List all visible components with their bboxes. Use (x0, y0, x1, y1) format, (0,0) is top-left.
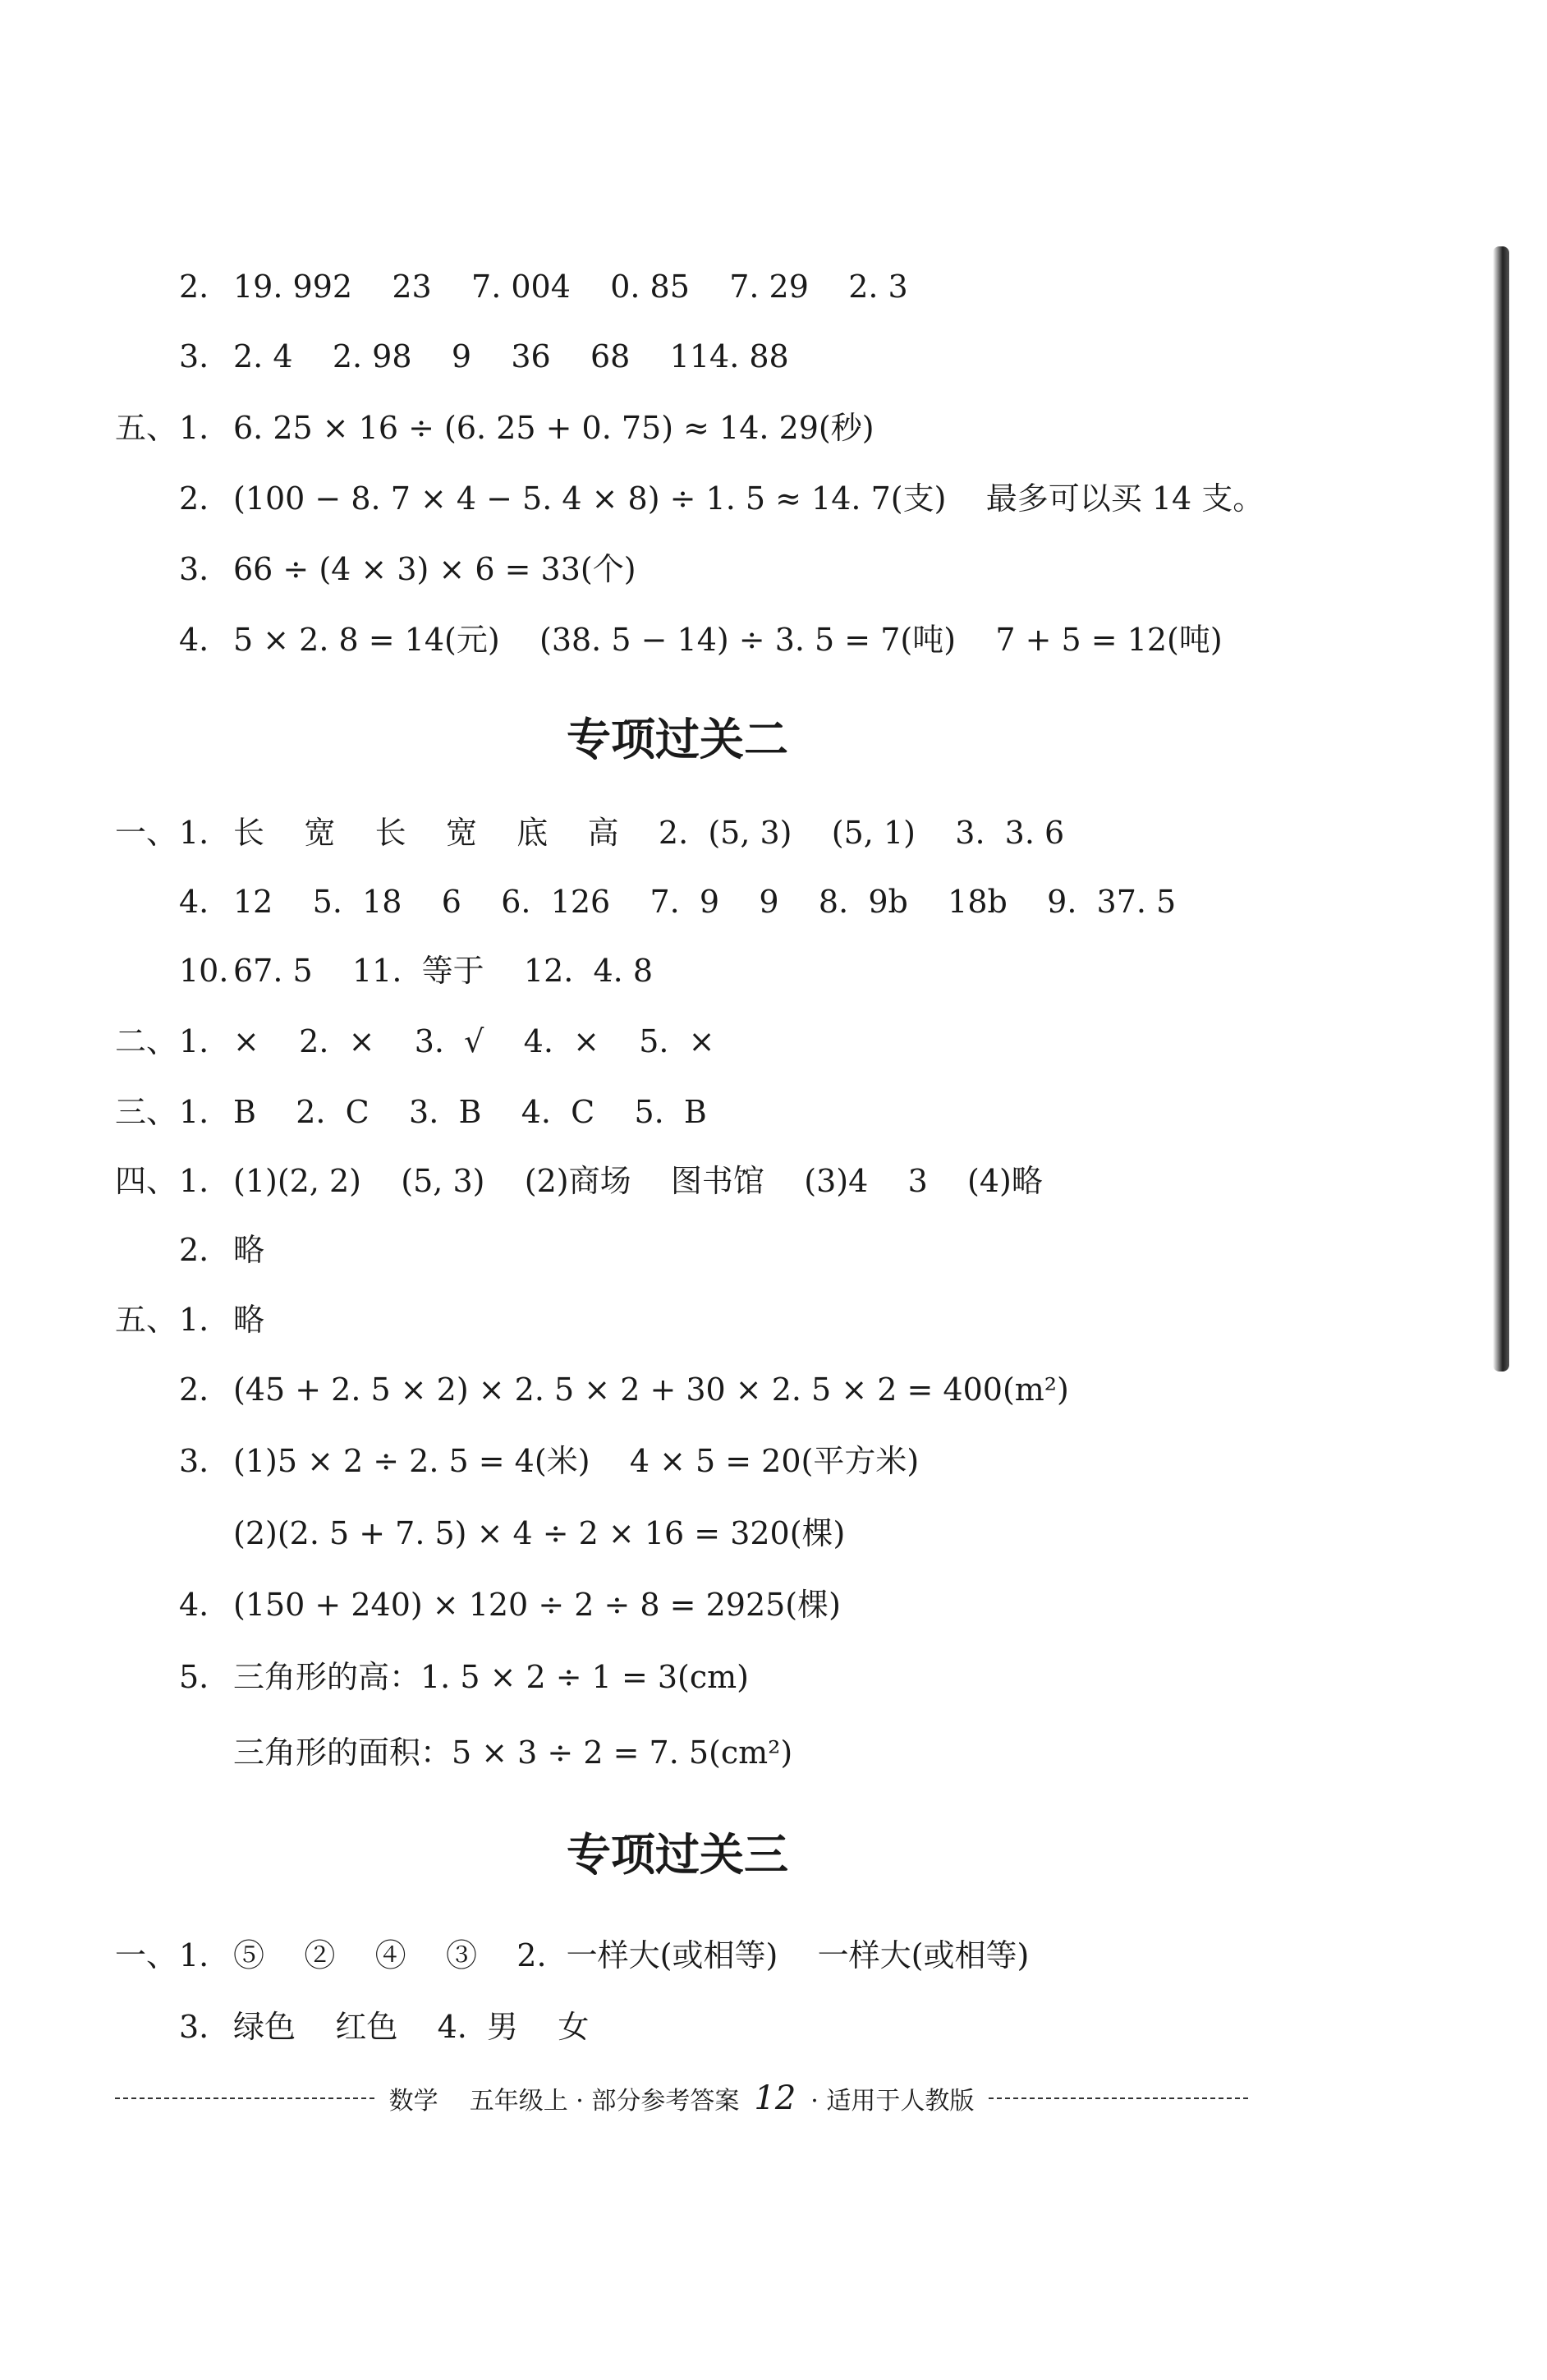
scan-edge-shadow (1493, 246, 1509, 1371)
answer-line (0, 1092, 1478, 1132)
item-number: 2. (179, 269, 209, 305)
answer-text: 66 ÷ (4 × 3) × 6 = 33(个) (233, 551, 636, 587)
answer-text: 略 (233, 1302, 265, 1338)
item-number: 3. (179, 338, 209, 374)
answer-text: 三角形的高：1. 5 × 2 ÷ 1 = 3(cm) (233, 1659, 750, 1695)
answer-line (0, 1514, 1478, 1553)
footer-right-text: · 适用于人教版 (810, 2087, 975, 2116)
answer-line (0, 1022, 1478, 1061)
answer-text: (100 − 8. 7 × 4 − 5. 4 × 8) ÷ 1. 5 ≈ 14. 7(支) 最多可以买 14 支。 (233, 480, 1265, 517)
section-marker: 一、 (115, 815, 178, 851)
answer-line (0, 1230, 1478, 1270)
answer-text: ⑤ ② ④ ③ 2. 一样大(或相等) 一样大(或相等) (233, 1937, 1030, 1973)
answer-line (0, 1441, 1478, 1481)
item-number: 3. (179, 2009, 209, 2045)
item-number: 1. (179, 1023, 209, 1059)
answer-line (0, 337, 1478, 376)
answer-text: 三角形的面积：5 × 3 ÷ 2 = 7. 5(cm²) (233, 1734, 793, 1771)
item-number: 3. (179, 551, 209, 587)
answer-text: 绿色 红色 4. 男 女 (233, 2009, 590, 2045)
item-number: 1. (179, 410, 209, 446)
section-marker: 五、 (115, 410, 178, 446)
footer-dash-right (989, 2097, 1248, 2099)
answer-text: 67. 5 11. 等于 12. 4. 8 (233, 953, 654, 989)
item-number: 3. (179, 1443, 209, 1479)
item-number: 1. (179, 1302, 209, 1338)
answer-text: 2. 4 2. 98 9 36 68 114. 88 (233, 338, 789, 374)
item-number: 1. (179, 1163, 209, 1199)
section-heading: 专项过关三 (567, 1828, 788, 1881)
section-heading: 专项过关二 (567, 713, 788, 765)
answer-line (0, 1733, 1478, 1772)
answer-line (0, 1300, 1478, 1339)
item-number: 2. (179, 480, 209, 517)
answer-text: (1)5 × 2 ÷ 2. 5 = 4(米) 4 × 5 = 20(平方米) (233, 1443, 920, 1479)
answer-line (0, 813, 1478, 852)
answer-text: (45 + 2. 5 × 2) × 2. 5 × 2 + 30 × 2. 5 × 2 = 400(m²) (233, 1371, 1069, 1408)
item-number: 1. (179, 1937, 209, 1973)
answer-line (0, 1585, 1478, 1624)
section-marker: 四、 (115, 1163, 178, 1199)
answer-text: 长 宽 长 宽 底 高 2. (5, 3) (5, 1) 3. 3. 6 (233, 815, 1065, 851)
answer-text: (1)(2, 2) (5, 3) (2)商场 图书馆 (3)4 3 (4)略 (233, 1163, 1043, 1199)
answer-line (0, 951, 1478, 990)
item-number: 2. (179, 1371, 209, 1408)
answer-text: 略 (233, 1232, 265, 1268)
item-number: 4. (179, 622, 209, 658)
item-number: 2. (179, 1232, 209, 1268)
answer-text: 19. 992 23 7. 004 0. 85 7. 29 2. 3 (233, 269, 908, 305)
answer-line (0, 1161, 1478, 1201)
answer-text: 5 × 2. 8 = 14(元) (38. 5 − 14) ÷ 3. 5 = 7(吨) 7 + 5 = 12(吨) (233, 622, 1223, 658)
answer-line (0, 267, 1478, 306)
section-marker: 一、 (115, 1937, 178, 1973)
section-marker: 三、 (115, 1094, 178, 1130)
item-number: 5. (179, 1659, 209, 1695)
answer-text: (150 + 240) × 120 ÷ 2 ÷ 8 = 2925(棵) (233, 1587, 841, 1623)
page-footer (115, 2078, 1248, 2119)
answer-line (0, 882, 1478, 921)
answer-text: 12 5. 18 6 6. 126 7. 9 9 8. 9b 18b 9. 37. 5 (233, 884, 1177, 920)
answer-text: (2)(2. 5 + 7. 5) × 4 ÷ 2 × 16 = 320(棵) (233, 1515, 846, 1551)
answer-line (0, 620, 1478, 659)
answer-line (0, 408, 1478, 448)
section-marker: 二、 (115, 1023, 178, 1059)
answer-line (0, 1936, 1478, 1975)
item-number: 1. (179, 1094, 209, 1130)
footer-left-text: 数学 五年级上 · 部分参考答案 (388, 2087, 740, 2116)
answer-text: 6. 25 × 16 ÷ (6. 25 + 0. 75) ≈ 14. 29(秒) (233, 410, 874, 446)
answer-line (0, 479, 1478, 518)
footer-page-number: 12 (754, 2079, 796, 2117)
footer-dash-left (115, 2097, 374, 2099)
section-marker: 五、 (115, 1302, 178, 1338)
item-number: 10. (179, 953, 229, 989)
item-number: 4. (179, 1587, 209, 1623)
item-number: 4. (179, 884, 209, 920)
answer-line (0, 1370, 1478, 1409)
answer-line (0, 2007, 1478, 2047)
answer-text: × 2. × 3. √ 4. × 5. × (233, 1023, 715, 1059)
answer-line (0, 1657, 1478, 1697)
answer-text: B 2. C 3. B 4. C 5. B (233, 1094, 707, 1130)
answer-line (0, 549, 1478, 589)
item-number: 1. (179, 815, 209, 851)
